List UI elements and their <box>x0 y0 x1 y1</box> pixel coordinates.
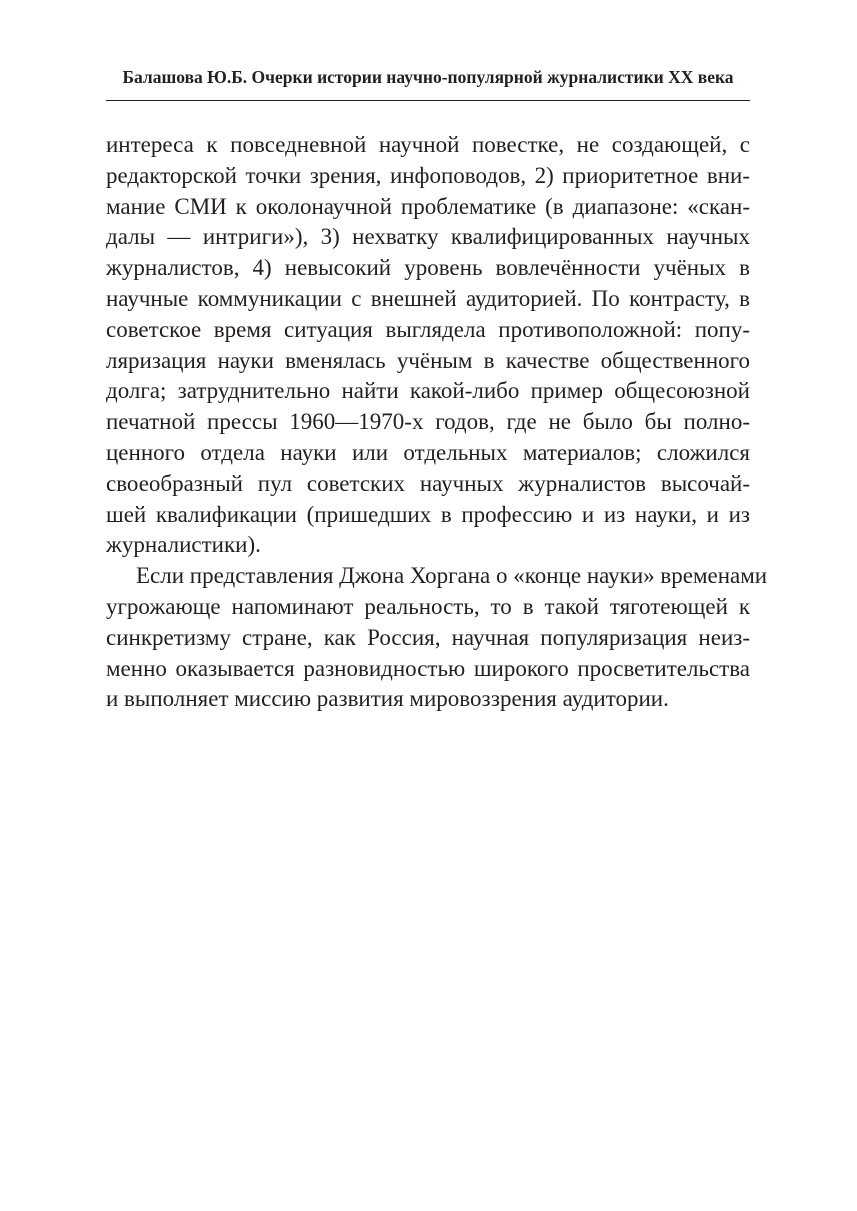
body-text <box>106 130 768 715</box>
paragraph-1 <box>106 130 750 561</box>
text-line: синкретизму стране, как Россия, научная популяризация неиз- <box>106 624 750 650</box>
text-line: научные коммуникации с внешней аудиторией. По контрасту, в <box>106 285 750 311</box>
text-line: менно оказывается разновидностью широкого просветительства <box>106 655 750 681</box>
paragraph-2 <box>106 561 768 715</box>
text-line: ценного отдела науки или отдельных материалов; сложился <box>106 439 750 465</box>
text-line: журналистики). <box>106 532 261 558</box>
text-line: ляризация науки вменялась учёным в качестве общественного <box>106 347 750 373</box>
text-line: шей квалификации (пришедших в профессию и из науки, и из <box>106 501 750 527</box>
text-line: своеобразный пул советских научных журналистов высочай- <box>106 470 750 496</box>
text-line: журналистов, 4) невысокий уровень вовлечённости учёных в <box>106 255 750 281</box>
running-head: Балашова Ю.Б. Очерки истории научно-популярной журналистики XX века <box>122 67 734 87</box>
text-line: долга; затруднительно найти какой-либо пример общесоюзной <box>106 378 750 404</box>
text-line: мание СМИ к околонаучной проблематике (в диапазоне: «скан- <box>106 193 750 219</box>
header-rule <box>106 100 750 101</box>
text-line: интереса к повседневной научной повестке, не создающей, с <box>106 132 750 157</box>
text-line: и выполняет миссию развития мировоззрения аудитории. <box>106 686 669 712</box>
text-line: угрожающе напоминают реальность, то в такой тяготеющей к <box>106 593 750 619</box>
text-line: Если представления Джона Хоргана о «конце науки» временами <box>136 563 768 589</box>
text-line: печатной прессы 1960—1970-х годов, где не было бы полно- <box>106 409 750 435</box>
text-line: советское время ситуация выглядела противоположной: попу- <box>106 316 750 342</box>
text-line: далы — интриги»), 3) нехватку квалифицированных научных <box>106 224 750 250</box>
text-line: редакторской точки зрения, инфоповодов, 2) приоритетное вни- <box>106 162 750 188</box>
